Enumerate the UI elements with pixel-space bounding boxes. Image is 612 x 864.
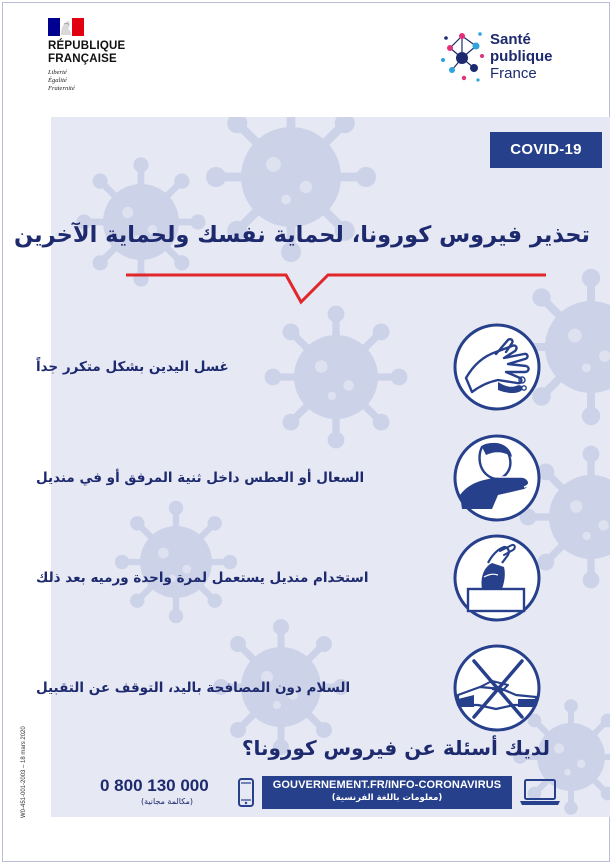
rule-row-cough-elbow <box>36 433 550 523</box>
network-dots-icon <box>438 26 486 90</box>
marianne-flag-icon <box>48 18 84 36</box>
rule-text: استخدام منديل يستعمل لمرة واحدة ورميه بعد ذلك <box>36 570 369 586</box>
brand-sante: Santé <box>490 31 531 48</box>
rule-row-handwashing <box>36 322 550 412</box>
rule-text: السلام دون المصافحة باليد، التوقف عن التقبيل <box>36 680 351 696</box>
motto-egalite: Égalité <box>48 77 67 84</box>
covid-19-badge: COVID-19 <box>490 132 602 168</box>
smartphone-icon <box>236 778 256 808</box>
hotline-note: (مكالمة مجانية) <box>140 797 194 806</box>
rule-row-no-handshake <box>36 643 550 733</box>
sante-publique-france-text <box>490 31 553 82</box>
reference-code: W0-451-001-2003 – 18 mars 2020 <box>21 726 27 818</box>
brand-publique: publique <box>490 48 553 65</box>
page-title: تحذير فيروس كورونا، لحماية نفسك ولحماية الآخرين <box>13 222 590 248</box>
rule-text: غسل اليدين بشكل متكرر جداً <box>36 359 229 375</box>
rule-text: السعال أو العطس داخل ثنية المرفق أو في منديل <box>36 470 365 486</box>
francaise-line: FRANÇAISE <box>48 53 117 65</box>
brand-france: France <box>490 65 537 82</box>
handwashing-icon <box>452 322 542 412</box>
questions-heading: لديك أسئلة عن فيروس كورونا؟ <box>241 736 550 760</box>
tissue-box-icon <box>452 533 542 623</box>
website-note: (معلومات باللغة الفرنسية) <box>331 793 443 803</box>
website-box[interactable] <box>262 776 512 809</box>
speech-bubble-line-icon <box>126 268 546 308</box>
rule-row-tissue <box>36 533 550 623</box>
sante-publique-france-logo <box>438 26 578 90</box>
laptop-icon <box>518 778 562 806</box>
republique-line: RÉPUBLIQUE <box>48 40 126 52</box>
website-url[interactable]: GOUVERNEMENT.FR/INFO-CORONAVIRUS <box>272 779 502 791</box>
cough-elbow-icon <box>452 433 542 523</box>
no-handshake-icon <box>452 643 542 733</box>
motto-fraternite: Fraternité <box>48 85 75 92</box>
motto <box>48 69 75 93</box>
motto-liberte: Liberté <box>48 69 67 76</box>
republique-francaise-name <box>48 40 125 66</box>
hotline-number: 0 800 130 000 <box>100 776 209 795</box>
